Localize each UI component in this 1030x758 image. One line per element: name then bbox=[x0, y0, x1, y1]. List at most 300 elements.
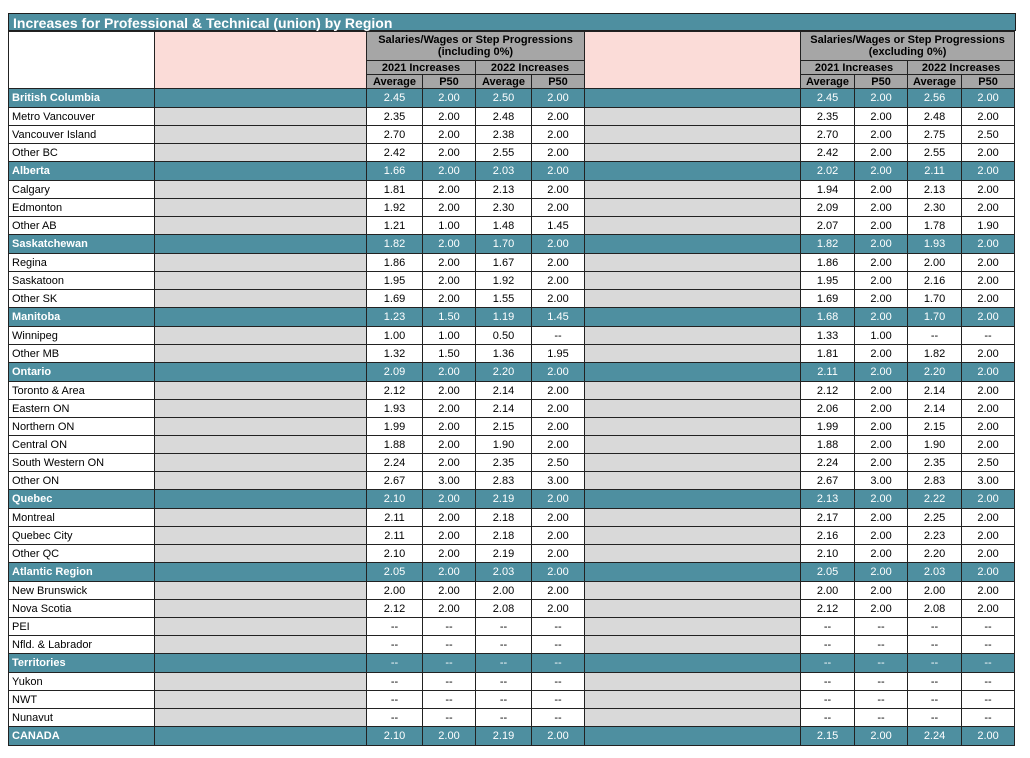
excl-avg-2022-cell: 2.23 bbox=[908, 527, 962, 545]
excl-avg-2021-cell: 2.05 bbox=[801, 563, 855, 582]
excl-p50-2022-cell: -- bbox=[962, 618, 1015, 636]
excl-p50-2022-cell: 2.00 bbox=[962, 400, 1015, 418]
incl-avg-2021-cell: 2.05 bbox=[367, 563, 423, 582]
row-fill-left bbox=[155, 400, 367, 418]
excl-avg-2022-cell: 2.00 bbox=[908, 254, 962, 272]
region-row bbox=[9, 162, 1030, 181]
row-label: South Western ON bbox=[9, 454, 155, 472]
header-2021-excl: 2021 Increases bbox=[801, 61, 908, 75]
table-row bbox=[9, 272, 1030, 290]
incl-avg-2021-cell: 1.82 bbox=[367, 235, 423, 254]
row-fill-right bbox=[585, 290, 801, 308]
incl-p50-2022-cell: 2.00 bbox=[532, 382, 585, 400]
header-average: Average bbox=[908, 75, 962, 89]
table-row bbox=[9, 327, 1030, 345]
row-fill-left bbox=[155, 709, 367, 727]
excl-p50-2022-cell: 2.00 bbox=[962, 490, 1015, 509]
row-label: Calgary bbox=[9, 181, 155, 199]
row-end-spacer bbox=[1015, 308, 1030, 327]
row-end-spacer bbox=[1015, 126, 1030, 144]
excl-avg-2022-cell: 2.55 bbox=[908, 144, 962, 162]
incl-avg-2021-cell: 2.10 bbox=[367, 490, 423, 509]
row-label: Other QC bbox=[9, 545, 155, 563]
incl-avg-2021-cell: 2.11 bbox=[367, 509, 423, 527]
row-fill-right bbox=[585, 527, 801, 545]
excl-avg-2021-cell: 2.12 bbox=[801, 382, 855, 400]
incl-avg-2021-cell: 1.95 bbox=[367, 272, 423, 290]
incl-avg-2021-cell: 2.11 bbox=[367, 527, 423, 545]
excl-p50-2021-cell: 2.00 bbox=[855, 89, 908, 108]
incl-p50-2022-cell: 1.45 bbox=[532, 308, 585, 327]
incl-p50-2022-cell: -- bbox=[532, 636, 585, 654]
region-row bbox=[9, 727, 1030, 746]
row-label: Other AB bbox=[9, 217, 155, 235]
header-2022-incl: 2022 Increases bbox=[476, 61, 585, 75]
row-fill-right bbox=[585, 345, 801, 363]
incl-avg-2021-cell: 1.21 bbox=[367, 217, 423, 235]
table-body bbox=[9, 89, 1030, 746]
incl-p50-2022-cell: 1.95 bbox=[532, 345, 585, 363]
row-fill-left bbox=[155, 636, 367, 654]
row-fill-right bbox=[585, 454, 801, 472]
incl-avg-2022-cell: 1.92 bbox=[476, 272, 532, 290]
excl-p50-2022-cell: 2.50 bbox=[962, 454, 1015, 472]
excl-avg-2021-cell: 1.88 bbox=[801, 436, 855, 454]
incl-p50-2022-cell: 2.00 bbox=[532, 527, 585, 545]
incl-p50-2021-cell: 1.50 bbox=[423, 345, 476, 363]
incl-avg-2021-cell: 1.88 bbox=[367, 436, 423, 454]
incl-p50-2021-cell: -- bbox=[423, 673, 476, 691]
table-row bbox=[9, 254, 1030, 272]
excl-avg-2021-cell: 2.16 bbox=[801, 527, 855, 545]
incl-avg-2022-cell: 1.19 bbox=[476, 308, 532, 327]
row-fill-left bbox=[155, 454, 367, 472]
excl-avg-2021-cell: -- bbox=[801, 709, 855, 727]
excl-p50-2022-cell: 2.00 bbox=[962, 308, 1015, 327]
incl-avg-2021-cell: 1.23 bbox=[367, 308, 423, 327]
row-fill-left bbox=[155, 199, 367, 217]
row-fill-left bbox=[155, 181, 367, 199]
excl-avg-2021-cell: 1.68 bbox=[801, 308, 855, 327]
row-fill-left bbox=[155, 472, 367, 490]
incl-p50-2022-cell: 2.00 bbox=[532, 545, 585, 563]
incl-p50-2022-cell: 2.00 bbox=[532, 144, 585, 162]
row-label: Nova Scotia bbox=[9, 600, 155, 618]
table-row bbox=[9, 108, 1030, 126]
row-fill-left bbox=[155, 418, 367, 436]
excl-p50-2022-cell: 2.00 bbox=[962, 563, 1015, 582]
incl-avg-2022-cell: 1.67 bbox=[476, 254, 532, 272]
excl-avg-2021-cell: 1.86 bbox=[801, 254, 855, 272]
row-end-spacer bbox=[1015, 363, 1030, 382]
incl-p50-2022-cell: 1.45 bbox=[532, 217, 585, 235]
incl-p50-2022-cell: -- bbox=[532, 709, 585, 727]
row-fill-right bbox=[585, 691, 801, 709]
excl-p50-2021-cell: 2.00 bbox=[855, 181, 908, 199]
row-label: Other ON bbox=[9, 472, 155, 490]
excl-p50-2022-cell: 2.00 bbox=[962, 345, 1015, 363]
excl-p50-2021-cell: -- bbox=[855, 654, 908, 673]
excl-p50-2022-cell: -- bbox=[962, 709, 1015, 727]
incl-p50-2022-cell: 2.00 bbox=[532, 600, 585, 618]
incl-p50-2022-cell: 2.00 bbox=[532, 272, 585, 290]
excl-avg-2022-cell: 1.70 bbox=[908, 308, 962, 327]
incl-p50-2022-cell: 2.00 bbox=[532, 235, 585, 254]
row-fill-right bbox=[585, 308, 801, 327]
table-row bbox=[9, 709, 1030, 727]
incl-avg-2021-cell: 2.10 bbox=[367, 727, 423, 746]
incl-p50-2021-cell: 1.00 bbox=[423, 217, 476, 235]
row-end-spacer bbox=[1015, 472, 1030, 490]
region-row bbox=[9, 363, 1030, 382]
excl-avg-2022-cell: 2.00 bbox=[908, 582, 962, 600]
row-fill-right bbox=[585, 126, 801, 144]
header-group-excluding: Salaries/Wages or Step Progressions (excluding 0%) bbox=[801, 32, 1015, 61]
excl-avg-2021-cell: 2.11 bbox=[801, 363, 855, 382]
excl-p50-2021-cell: 2.00 bbox=[855, 563, 908, 582]
excl-avg-2022-cell: 2.11 bbox=[908, 162, 962, 181]
excl-avg-2022-cell: 2.03 bbox=[908, 563, 962, 582]
incl-p50-2021-cell: 2.00 bbox=[423, 436, 476, 454]
region-row bbox=[9, 563, 1030, 582]
region-row bbox=[9, 235, 1030, 254]
excl-p50-2022-cell: 2.00 bbox=[962, 527, 1015, 545]
table-row bbox=[9, 199, 1030, 217]
row-fill-left bbox=[155, 490, 367, 509]
row-fill-right bbox=[585, 709, 801, 727]
row-label: Other SK bbox=[9, 290, 155, 308]
excl-p50-2021-cell: 2.00 bbox=[855, 162, 908, 181]
excl-avg-2022-cell: 2.24 bbox=[908, 727, 962, 746]
excl-avg-2022-cell: 2.16 bbox=[908, 272, 962, 290]
table-row bbox=[9, 673, 1030, 691]
row-fill-right bbox=[585, 600, 801, 618]
row-fill-right bbox=[585, 472, 801, 490]
incl-p50-2022-cell: 2.00 bbox=[532, 582, 585, 600]
row-end-spacer bbox=[1015, 235, 1030, 254]
excl-avg-2022-cell: 2.75 bbox=[908, 126, 962, 144]
table-row bbox=[9, 181, 1030, 199]
incl-p50-2021-cell: -- bbox=[423, 691, 476, 709]
excl-p50-2021-cell: 2.00 bbox=[855, 582, 908, 600]
incl-avg-2021-cell: 1.93 bbox=[367, 400, 423, 418]
table-row bbox=[9, 454, 1030, 472]
row-end-spacer bbox=[1015, 509, 1030, 527]
excl-p50-2022-cell: 2.00 bbox=[962, 235, 1015, 254]
row-end-spacer bbox=[1015, 327, 1030, 345]
row-fill-right bbox=[585, 563, 801, 582]
row-end-spacer bbox=[1015, 691, 1030, 709]
incl-avg-2022-cell: 1.48 bbox=[476, 217, 532, 235]
incl-avg-2021-cell: 2.70 bbox=[367, 126, 423, 144]
excl-p50-2021-cell: -- bbox=[855, 673, 908, 691]
row-fill-left bbox=[155, 618, 367, 636]
excl-p50-2021-cell: -- bbox=[855, 618, 908, 636]
excl-avg-2021-cell: 2.07 bbox=[801, 217, 855, 235]
excl-avg-2021-cell: 2.02 bbox=[801, 162, 855, 181]
row-fill-right bbox=[585, 636, 801, 654]
excl-p50-2021-cell: 2.00 bbox=[855, 144, 908, 162]
data-table bbox=[8, 31, 1030, 746]
excl-p50-2021-cell: 2.00 bbox=[855, 600, 908, 618]
row-end-spacer bbox=[1015, 618, 1030, 636]
incl-p50-2021-cell: -- bbox=[423, 618, 476, 636]
incl-p50-2022-cell: 2.00 bbox=[532, 563, 585, 582]
row-end-spacer bbox=[1015, 290, 1030, 308]
excl-p50-2021-cell: 2.00 bbox=[855, 727, 908, 746]
incl-p50-2021-cell: 2.00 bbox=[423, 272, 476, 290]
excl-p50-2022-cell: -- bbox=[962, 673, 1015, 691]
incl-avg-2022-cell: 2.83 bbox=[476, 472, 532, 490]
excl-p50-2021-cell: -- bbox=[855, 691, 908, 709]
excl-p50-2022-cell: 2.00 bbox=[962, 199, 1015, 217]
header-p50: P50 bbox=[962, 75, 1015, 89]
excl-avg-2021-cell: -- bbox=[801, 673, 855, 691]
row-end-spacer bbox=[1015, 454, 1030, 472]
row-label: Regina bbox=[9, 254, 155, 272]
incl-p50-2021-cell: 2.00 bbox=[423, 400, 476, 418]
header-blank-cell-end bbox=[1015, 32, 1030, 89]
row-fill-left bbox=[155, 582, 367, 600]
excl-avg-2021-cell: 1.69 bbox=[801, 290, 855, 308]
excl-p50-2022-cell: 2.00 bbox=[962, 418, 1015, 436]
header-average: Average bbox=[801, 75, 855, 89]
row-fill-left bbox=[155, 235, 367, 254]
excl-p50-2022-cell: 2.00 bbox=[962, 509, 1015, 527]
excl-avg-2022-cell: -- bbox=[908, 654, 962, 673]
incl-p50-2021-cell: 2.00 bbox=[423, 600, 476, 618]
incl-avg-2022-cell: 2.35 bbox=[476, 454, 532, 472]
row-label: PEI bbox=[9, 618, 155, 636]
row-end-spacer bbox=[1015, 108, 1030, 126]
row-fill-right bbox=[585, 108, 801, 126]
row-end-spacer bbox=[1015, 144, 1030, 162]
excl-avg-2022-cell: 2.25 bbox=[908, 509, 962, 527]
excl-avg-2022-cell: 2.48 bbox=[908, 108, 962, 126]
excl-p50-2021-cell: 2.00 bbox=[855, 254, 908, 272]
incl-avg-2022-cell: 1.90 bbox=[476, 436, 532, 454]
incl-avg-2022-cell: 2.14 bbox=[476, 382, 532, 400]
incl-avg-2022-cell: 2.14 bbox=[476, 400, 532, 418]
excl-p50-2022-cell: -- bbox=[962, 654, 1015, 673]
excl-p50-2022-cell: 2.00 bbox=[962, 89, 1015, 108]
incl-avg-2022-cell: 0.50 bbox=[476, 327, 532, 345]
incl-p50-2021-cell: 2.00 bbox=[423, 254, 476, 272]
incl-avg-2021-cell: 1.66 bbox=[367, 162, 423, 181]
excl-avg-2022-cell: 1.78 bbox=[908, 217, 962, 235]
excl-p50-2022-cell: -- bbox=[962, 691, 1015, 709]
row-end-spacer bbox=[1015, 654, 1030, 673]
incl-p50-2022-cell: 2.00 bbox=[532, 290, 585, 308]
row-end-spacer bbox=[1015, 400, 1030, 418]
incl-avg-2022-cell: 2.18 bbox=[476, 509, 532, 527]
excl-avg-2022-cell: 1.93 bbox=[908, 235, 962, 254]
row-fill-left bbox=[155, 254, 367, 272]
row-end-spacer bbox=[1015, 162, 1030, 181]
excl-avg-2021-cell: 2.70 bbox=[801, 126, 855, 144]
incl-avg-2021-cell: -- bbox=[367, 618, 423, 636]
excl-avg-2022-cell: -- bbox=[908, 636, 962, 654]
excl-p50-2021-cell: 2.00 bbox=[855, 418, 908, 436]
incl-avg-2021-cell: 2.24 bbox=[367, 454, 423, 472]
excl-p50-2021-cell: 2.00 bbox=[855, 108, 908, 126]
row-fill-right bbox=[585, 673, 801, 691]
incl-avg-2021-cell: 2.42 bbox=[367, 144, 423, 162]
excl-avg-2022-cell: 2.22 bbox=[908, 490, 962, 509]
row-end-spacer bbox=[1015, 217, 1030, 235]
incl-p50-2022-cell: 2.00 bbox=[532, 418, 585, 436]
incl-p50-2021-cell: 2.00 bbox=[423, 382, 476, 400]
row-label: Manitoba bbox=[9, 308, 155, 327]
excl-p50-2021-cell: 2.00 bbox=[855, 490, 908, 509]
excl-avg-2022-cell: 2.13 bbox=[908, 181, 962, 199]
incl-avg-2021-cell: 1.86 bbox=[367, 254, 423, 272]
row-fill-left bbox=[155, 527, 367, 545]
incl-avg-2022-cell: 2.13 bbox=[476, 181, 532, 199]
excl-avg-2021-cell: 2.45 bbox=[801, 89, 855, 108]
row-fill-left bbox=[155, 600, 367, 618]
row-label: Vancouver Island bbox=[9, 126, 155, 144]
incl-avg-2021-cell: 2.45 bbox=[367, 89, 423, 108]
row-fill-left bbox=[155, 327, 367, 345]
row-label: Eastern ON bbox=[9, 400, 155, 418]
row-label: New Brunswick bbox=[9, 582, 155, 600]
excl-avg-2022-cell: 2.20 bbox=[908, 363, 962, 382]
incl-p50-2022-cell: 3.00 bbox=[532, 472, 585, 490]
row-label: Ontario bbox=[9, 363, 155, 382]
excl-p50-2021-cell: 2.00 bbox=[855, 382, 908, 400]
excl-p50-2022-cell: 2.00 bbox=[962, 108, 1015, 126]
incl-avg-2022-cell: 2.55 bbox=[476, 144, 532, 162]
excl-p50-2022-cell: 2.00 bbox=[962, 382, 1015, 400]
row-end-spacer bbox=[1015, 527, 1030, 545]
excl-avg-2021-cell: 2.13 bbox=[801, 490, 855, 509]
excl-p50-2021-cell: 2.00 bbox=[855, 308, 908, 327]
excl-avg-2021-cell: 2.06 bbox=[801, 400, 855, 418]
excl-p50-2022-cell: 3.00 bbox=[962, 472, 1015, 490]
row-fill-right bbox=[585, 382, 801, 400]
header-group-including: Salaries/Wages or Step Progressions (including 0%) bbox=[367, 32, 585, 61]
incl-avg-2021-cell: -- bbox=[367, 691, 423, 709]
row-end-spacer bbox=[1015, 727, 1030, 746]
row-end-spacer bbox=[1015, 345, 1030, 363]
header-pink-cell-right bbox=[585, 32, 801, 89]
table-row bbox=[9, 345, 1030, 363]
excl-p50-2021-cell: 2.00 bbox=[855, 436, 908, 454]
excl-p50-2021-cell: 2.00 bbox=[855, 527, 908, 545]
row-fill-left bbox=[155, 272, 367, 290]
excl-p50-2021-cell: 2.00 bbox=[855, 545, 908, 563]
row-fill-left bbox=[155, 108, 367, 126]
header-p50: P50 bbox=[532, 75, 585, 89]
table-row bbox=[9, 527, 1030, 545]
incl-p50-2021-cell: 2.00 bbox=[423, 89, 476, 108]
row-label: Nunavut bbox=[9, 709, 155, 727]
row-fill-left bbox=[155, 290, 367, 308]
row-fill-right bbox=[585, 162, 801, 181]
excl-avg-2022-cell: 2.15 bbox=[908, 418, 962, 436]
incl-avg-2021-cell: -- bbox=[367, 709, 423, 727]
row-fill-right bbox=[585, 89, 801, 108]
row-fill-right bbox=[585, 199, 801, 217]
excl-p50-2022-cell: 2.00 bbox=[962, 181, 1015, 199]
excl-p50-2021-cell: 2.00 bbox=[855, 345, 908, 363]
incl-p50-2022-cell: -- bbox=[532, 673, 585, 691]
excl-p50-2022-cell: 2.00 bbox=[962, 582, 1015, 600]
excl-avg-2021-cell: 2.17 bbox=[801, 509, 855, 527]
row-fill-left bbox=[155, 563, 367, 582]
incl-p50-2022-cell: 2.00 bbox=[532, 727, 585, 746]
incl-p50-2022-cell: 2.00 bbox=[532, 162, 585, 181]
excl-p50-2021-cell: 2.00 bbox=[855, 290, 908, 308]
excl-p50-2022-cell: 2.00 bbox=[962, 600, 1015, 618]
excl-p50-2022-cell: 2.00 bbox=[962, 363, 1015, 382]
incl-p50-2022-cell: 2.00 bbox=[532, 126, 585, 144]
incl-p50-2022-cell: -- bbox=[532, 618, 585, 636]
row-fill-left bbox=[155, 126, 367, 144]
incl-avg-2021-cell: 2.12 bbox=[367, 382, 423, 400]
region-row bbox=[9, 89, 1030, 108]
row-label: Alberta bbox=[9, 162, 155, 181]
incl-p50-2021-cell: 3.00 bbox=[423, 472, 476, 490]
incl-p50-2022-cell: 2.00 bbox=[532, 436, 585, 454]
incl-p50-2022-cell: 2.00 bbox=[532, 254, 585, 272]
excl-p50-2022-cell: 2.00 bbox=[962, 162, 1015, 181]
row-end-spacer bbox=[1015, 636, 1030, 654]
incl-avg-2022-cell: 2.03 bbox=[476, 162, 532, 181]
row-end-spacer bbox=[1015, 181, 1030, 199]
row-fill-left bbox=[155, 144, 367, 162]
row-label: Saskatoon bbox=[9, 272, 155, 290]
row-end-spacer bbox=[1015, 199, 1030, 217]
header-blank-cell bbox=[9, 32, 155, 89]
excl-avg-2021-cell: -- bbox=[801, 691, 855, 709]
incl-p50-2021-cell: 2.00 bbox=[423, 126, 476, 144]
row-fill-right bbox=[585, 509, 801, 527]
incl-p50-2021-cell: -- bbox=[423, 709, 476, 727]
excl-avg-2021-cell: 2.24 bbox=[801, 454, 855, 472]
excl-avg-2021-cell: 1.33 bbox=[801, 327, 855, 345]
incl-avg-2022-cell: 1.55 bbox=[476, 290, 532, 308]
incl-p50-2022-cell: 2.00 bbox=[532, 199, 585, 217]
row-fill-left bbox=[155, 727, 367, 746]
row-end-spacer bbox=[1015, 89, 1030, 108]
excl-p50-2022-cell: 2.00 bbox=[962, 727, 1015, 746]
excl-avg-2022-cell: 2.83 bbox=[908, 472, 962, 490]
table-row bbox=[9, 582, 1030, 600]
incl-p50-2021-cell: 2.00 bbox=[423, 108, 476, 126]
table-row bbox=[9, 545, 1030, 563]
row-fill-right bbox=[585, 418, 801, 436]
excl-avg-2022-cell: 2.56 bbox=[908, 89, 962, 108]
header-p50: P50 bbox=[423, 75, 476, 89]
excl-p50-2021-cell: 2.00 bbox=[855, 272, 908, 290]
row-label: Edmonton bbox=[9, 199, 155, 217]
incl-p50-2021-cell: 2.00 bbox=[423, 418, 476, 436]
row-fill-right bbox=[585, 217, 801, 235]
incl-avg-2022-cell: 2.30 bbox=[476, 199, 532, 217]
excl-p50-2021-cell: 2.00 bbox=[855, 126, 908, 144]
incl-avg-2022-cell: 2.18 bbox=[476, 527, 532, 545]
incl-avg-2022-cell: 2.20 bbox=[476, 363, 532, 382]
excl-p50-2021-cell: 2.00 bbox=[855, 509, 908, 527]
row-fill-right bbox=[585, 654, 801, 673]
excl-p50-2021-cell: 2.00 bbox=[855, 217, 908, 235]
row-fill-right bbox=[585, 181, 801, 199]
header-average: Average bbox=[367, 75, 423, 89]
incl-avg-2021-cell: 1.00 bbox=[367, 327, 423, 345]
row-label: Other MB bbox=[9, 345, 155, 363]
